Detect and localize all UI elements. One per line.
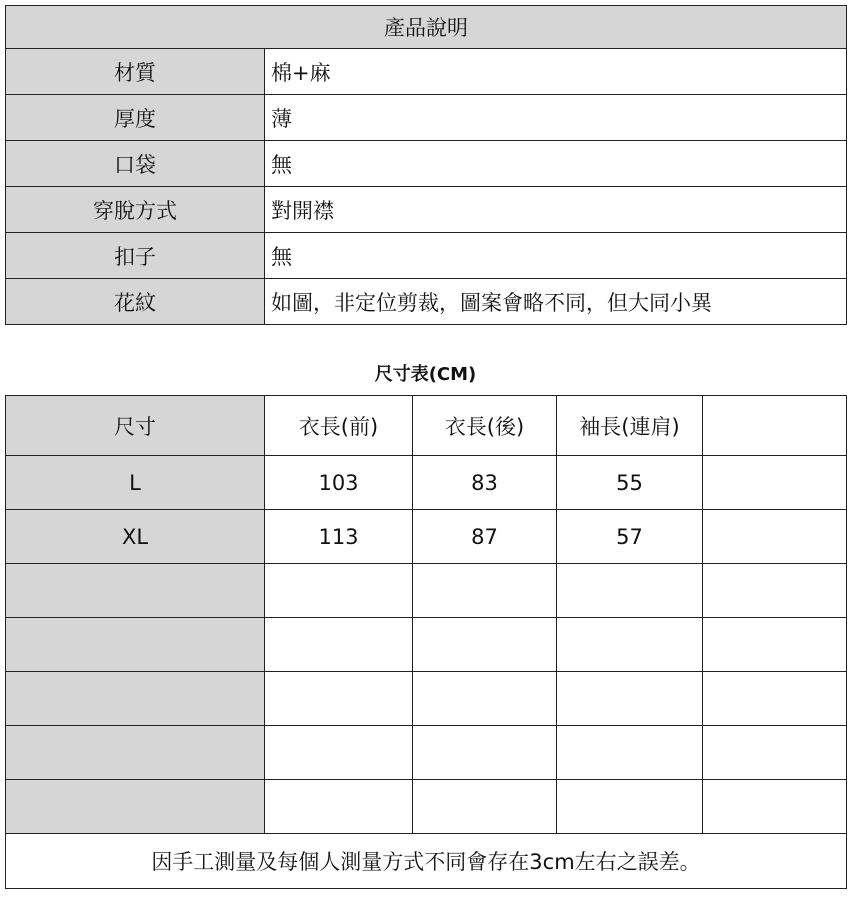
empty-cell (703, 618, 847, 672)
product-info-header (6, 6, 847, 49)
size-value (703, 456, 847, 510)
size-label: L (6, 456, 265, 510)
empty-cell (703, 780, 847, 834)
empty-cell (557, 672, 703, 726)
size-value: 83 (413, 456, 557, 510)
size-value: 55 (557, 456, 703, 510)
empty-cell (557, 618, 703, 672)
empty-row (6, 780, 847, 834)
empty-cell (557, 564, 703, 618)
empty-cell (6, 672, 265, 726)
row-value: 棉+麻 (265, 49, 847, 95)
empty-cell (413, 726, 557, 780)
row-label: 口袋 (6, 141, 265, 187)
empty-cell (703, 672, 847, 726)
product-row (6, 95, 847, 141)
empty-cell (557, 780, 703, 834)
product-row (6, 141, 847, 187)
empty-cell (6, 780, 265, 834)
empty-cell (703, 726, 847, 780)
header-cell (703, 396, 847, 456)
size-table-title: 尺寸表(CM) (374, 364, 477, 385)
empty-cell (703, 564, 847, 618)
row-label: 材質 (6, 49, 265, 95)
note-row (6, 834, 847, 889)
size-value: 113 (265, 510, 413, 564)
empty-row (6, 726, 847, 780)
empty-cell (6, 726, 265, 780)
row-label: 花紋 (6, 279, 265, 325)
row-label: 厚度 (6, 95, 265, 141)
header-cell: 衣長(後) (413, 396, 557, 456)
row-label: 穿脫方式 (6, 187, 265, 233)
size-row (6, 456, 847, 510)
empty-cell (413, 618, 557, 672)
header-cell: 袖長(連肩) (557, 396, 703, 456)
product-row (6, 279, 847, 325)
row-value: 無 (265, 141, 847, 187)
empty-cell (265, 672, 413, 726)
size-value: 57 (557, 510, 703, 564)
empty-cell (265, 618, 413, 672)
empty-cell (265, 726, 413, 780)
product-info-table (5, 5, 847, 325)
size-table-header (6, 396, 847, 456)
header-cell: 衣長(前) (265, 396, 413, 456)
product-row (6, 233, 847, 279)
size-value (703, 510, 847, 564)
empty-row (6, 618, 847, 672)
empty-cell (413, 780, 557, 834)
product-info-title: 產品說明 (6, 6, 847, 49)
empty-cell (6, 618, 265, 672)
size-table (5, 395, 847, 889)
empty-cell (413, 564, 557, 618)
header-cell: 尺寸 (6, 396, 265, 456)
row-value: 對開襟 (265, 187, 847, 233)
product-row (6, 187, 847, 233)
row-value: 無 (265, 233, 847, 279)
size-label: XL (6, 510, 265, 564)
empty-cell (6, 564, 265, 618)
size-row (6, 510, 847, 564)
size-value: 103 (265, 456, 413, 510)
empty-row (6, 564, 847, 618)
empty-cell (557, 726, 703, 780)
product-row (6, 49, 847, 95)
row-value: 薄 (265, 95, 847, 141)
size-value: 87 (413, 510, 557, 564)
measurement-note: 因手工測量及每個人測量方式不同會存在3cm左右之誤差。 (6, 834, 847, 889)
row-value: 如圖，非定位剪裁，圖案會略不同，但大同小異 (265, 279, 847, 325)
empty-cell (265, 564, 413, 618)
row-label: 扣子 (6, 233, 265, 279)
empty-row (6, 672, 847, 726)
empty-cell (413, 672, 557, 726)
empty-cell (265, 780, 413, 834)
